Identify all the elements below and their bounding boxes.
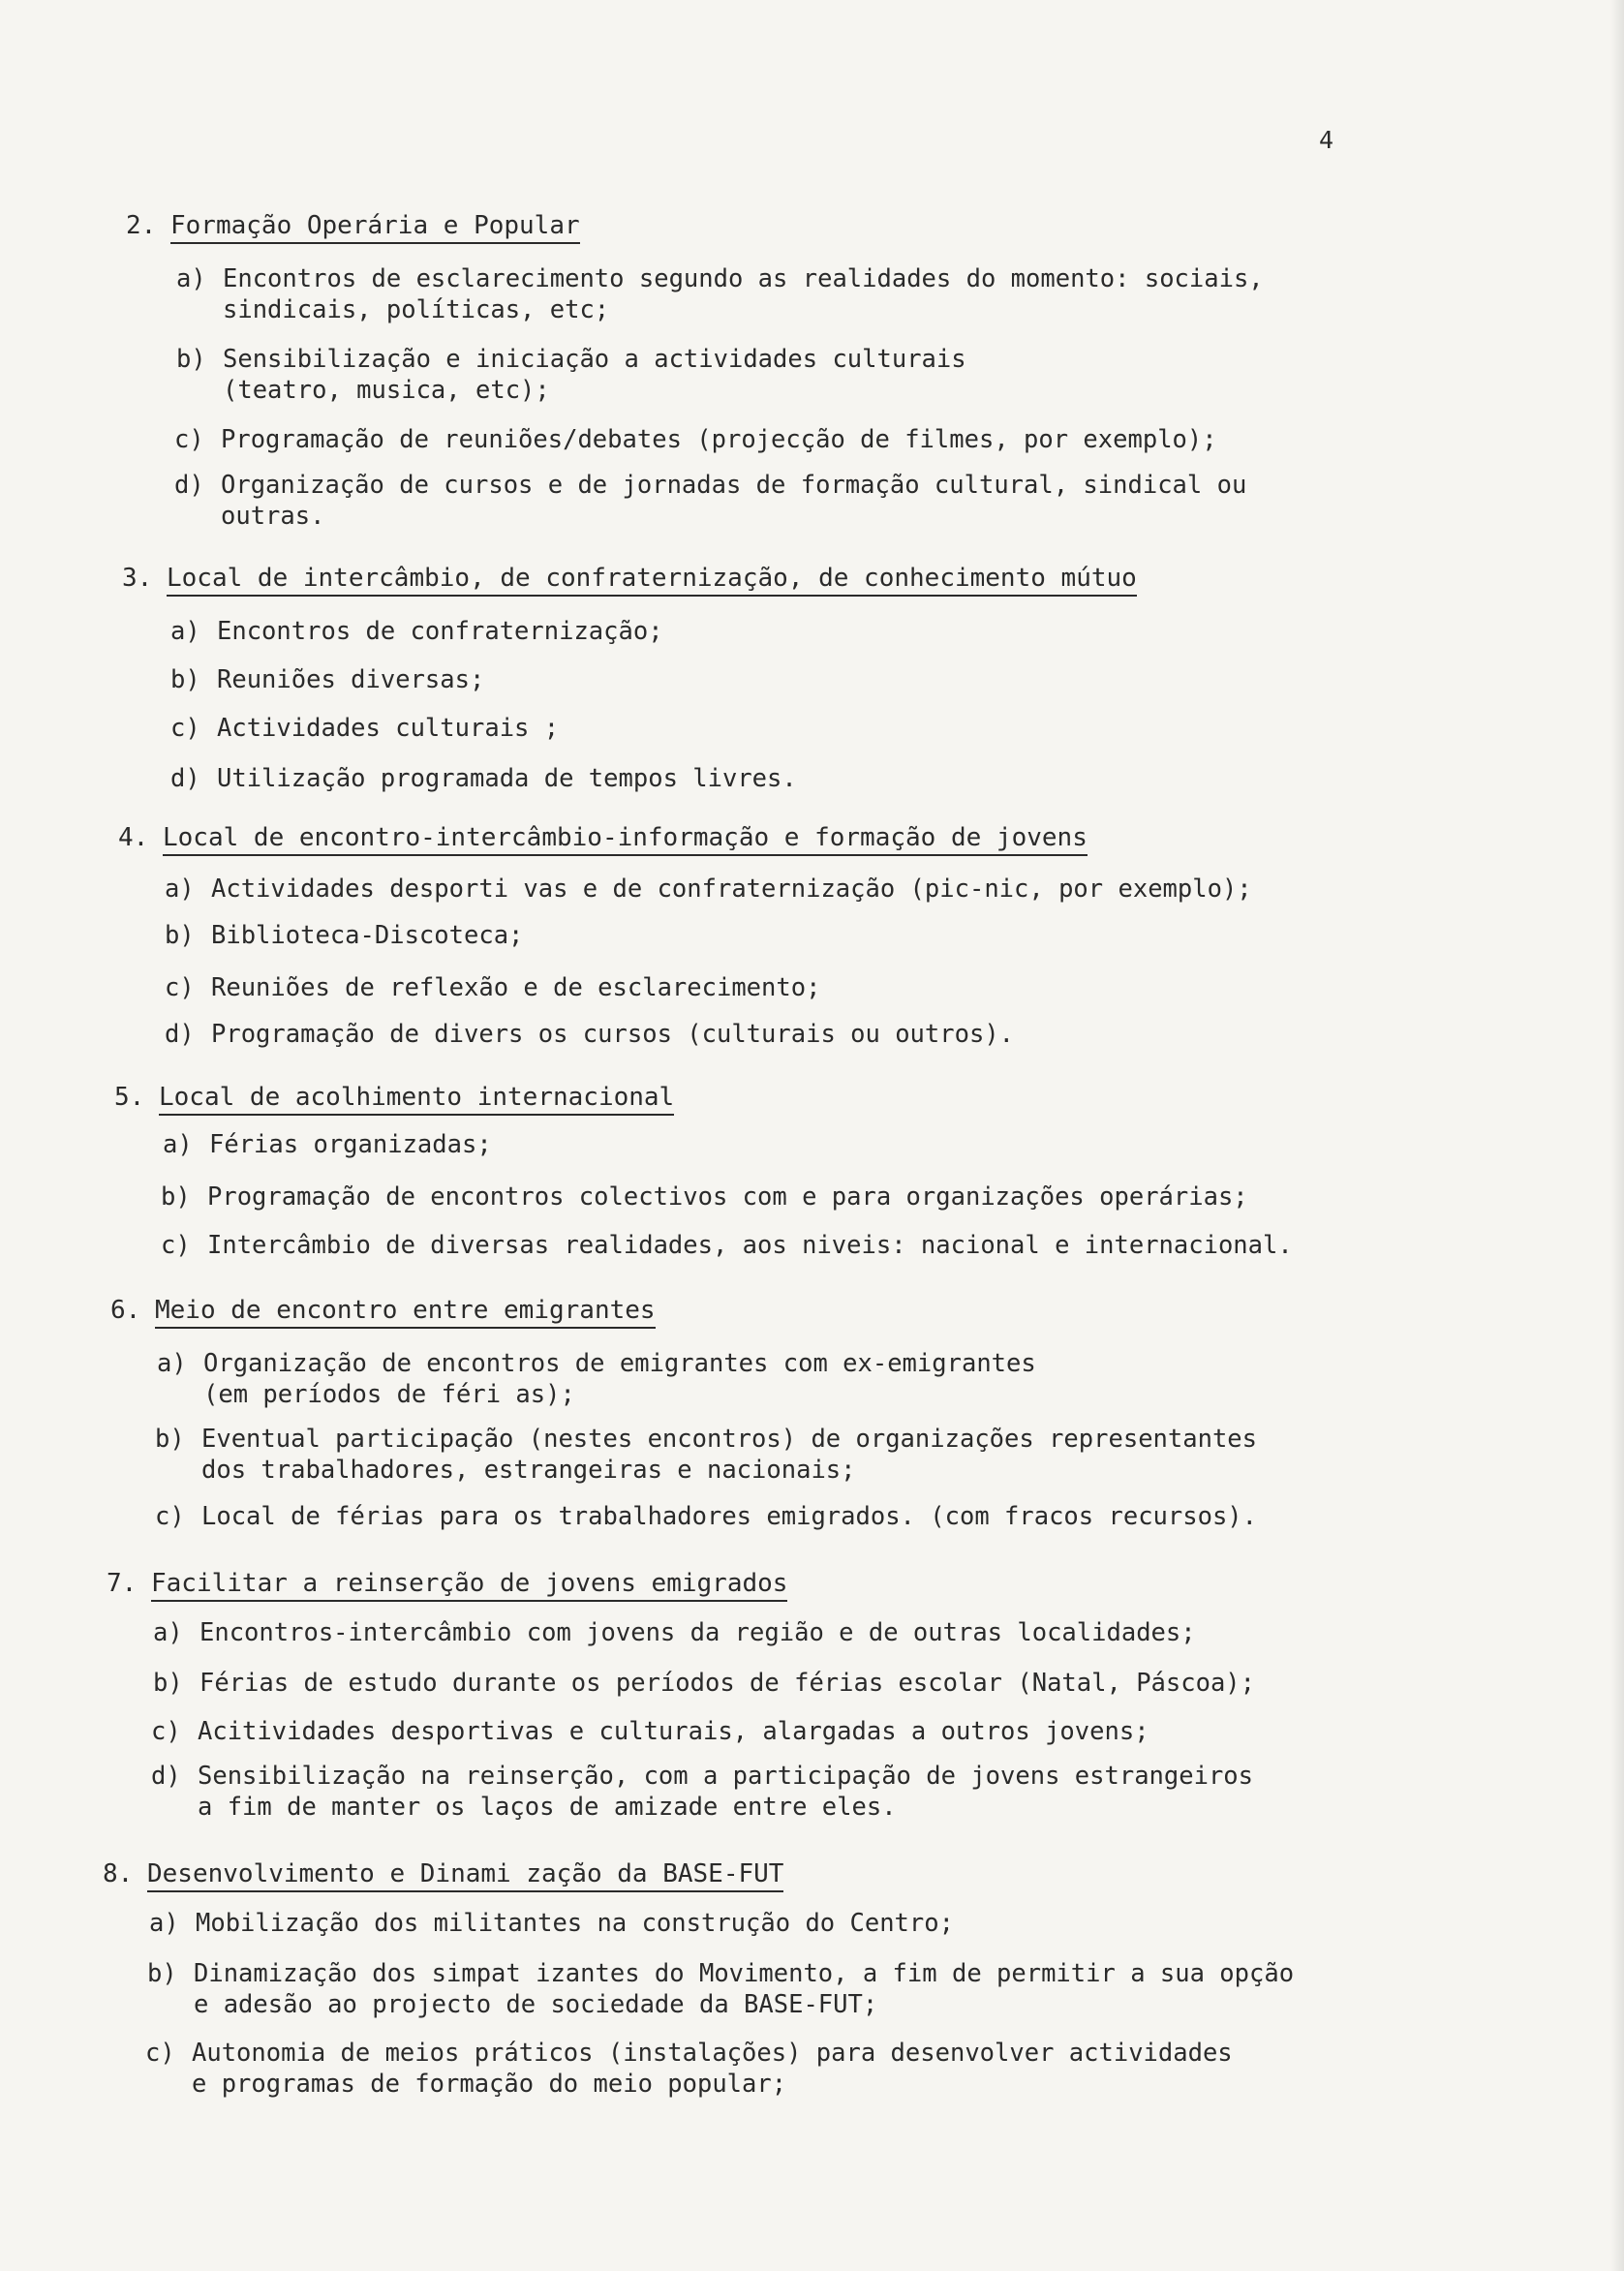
list-item	[149, 1908, 954, 1939]
list-item	[161, 1182, 1248, 1212]
section-heading	[118, 823, 1088, 852]
item-letter: c)	[174, 425, 204, 454]
section-number: 8.	[103, 1859, 134, 1888]
item-text-line: Encontros de esclarecimento segundo as realidades do momento: sociais,	[223, 264, 1264, 293]
item-text-line: Eventual participação (nestes encontros) de organizações representantes	[201, 1425, 1258, 1454]
list-item	[153, 1617, 1196, 1648]
section-heading	[107, 1569, 787, 1598]
item-text-line: Programação de encontros colectivos com e para organizações operárias;	[207, 1182, 1248, 1212]
section-number: 5.	[114, 1083, 145, 1112]
item-letter: d)	[170, 764, 200, 793]
list-item	[165, 972, 820, 1003]
item-text-line: Encontros-intercâmbio com jovens da região e de outras localidades;	[199, 1618, 1196, 1647]
item-letter: a)	[165, 875, 195, 904]
item-letter: c)	[161, 1231, 191, 1260]
page-edge-shadow	[1610, 0, 1624, 2271]
item-text-line: dos trabalhadores, estrangeiras e nacionais;	[201, 1456, 856, 1485]
item-letter: a)	[149, 1909, 179, 1938]
item-letter: d)	[174, 471, 204, 500]
item-letter: b)	[155, 1425, 185, 1454]
section-title: Local de encontro-intercâmbio-informação e formação de jovens	[163, 823, 1088, 856]
section-number: 2.	[126, 211, 157, 240]
item-text-line: Actividades culturais ;	[217, 714, 560, 743]
item-letter: c)	[170, 714, 200, 743]
item-letter: b)	[176, 345, 206, 374]
list-item	[176, 263, 1264, 325]
section-title: Desenvolvimento e Dinami zação da BASE-FUT	[147, 1859, 783, 1892]
page-number: 4	[1319, 126, 1334, 154]
list-item	[165, 1019, 1014, 1050]
item-text-line: a fim de manter os laços de amizade entre eles.	[198, 1793, 897, 1822]
item-text-line: Sensibilização e iniciação a actividades culturais	[223, 345, 966, 374]
item-text-line: Reuniões de reflexão e de esclarecimento;	[211, 973, 821, 1002]
list-item	[174, 470, 1246, 532]
item-letter: a)	[176, 264, 206, 293]
section-title: Local de acolhimento internacional	[159, 1083, 674, 1116]
item-letter: d)	[165, 1020, 195, 1049]
item-text-line: Férias organizadas;	[209, 1130, 492, 1159]
item-text-line: Acitividades desportivas e culturais, alargadas a outros jovens;	[198, 1717, 1149, 1746]
list-item	[155, 1501, 1257, 1532]
item-letter: c)	[151, 1717, 181, 1746]
list-item	[153, 1668, 1255, 1699]
item-text-line: Autonomia de meios práticos (instalações) para desenvolver actividades	[192, 2039, 1233, 2068]
list-item	[163, 1129, 492, 1160]
list-item	[151, 1716, 1149, 1747]
section-title: Facilitar a reinserção de jovens emigrados	[151, 1569, 787, 1602]
item-letter: a)	[153, 1618, 183, 1647]
item-text-line: Sensibilização na reinserção, com a participação de jovens estrangeiros	[198, 1762, 1254, 1791]
item-text-line: (em períodos de féri as);	[203, 1380, 575, 1409]
list-item	[155, 1424, 1257, 1486]
item-text-line: e adesão ao projecto de sociedade da BASE-FUT;	[194, 1990, 878, 2019]
item-letter: b)	[161, 1182, 191, 1212]
item-letter: c)	[155, 1502, 185, 1531]
item-text-line: sindicais, políticas, etc;	[223, 295, 610, 324]
list-item	[176, 344, 966, 406]
list-item	[165, 920, 523, 951]
section-heading	[122, 564, 1137, 593]
section-heading	[110, 1296, 656, 1325]
item-text-line: Programação de divers os cursos (culturais ou outros).	[211, 1020, 1015, 1049]
list-item	[165, 874, 1252, 905]
item-letter: b)	[170, 665, 200, 694]
section-heading	[126, 211, 580, 240]
item-text-line: e programas de formação do meio popular;	[192, 2070, 787, 2099]
item-text-line: Biblioteca-Discoteca;	[211, 921, 524, 950]
item-letter: b)	[165, 921, 195, 950]
section-title: Local de intercâmbio, de confraternização, de conhecimento mútuo	[167, 564, 1137, 597]
item-letter: c)	[165, 973, 195, 1002]
list-item	[174, 424, 1217, 455]
list-item	[157, 1348, 1036, 1410]
list-item	[161, 1230, 1293, 1261]
list-item	[170, 763, 797, 794]
item-text-line: Intercâmbio de diversas realidades, aos niveis: nacional e internacional.	[207, 1231, 1293, 1260]
list-item	[145, 2038, 1233, 2100]
item-text-line: Organização de encontros de emigrantes com ex-emigrantes	[203, 1349, 1036, 1378]
section-number: 6.	[110, 1296, 141, 1325]
item-letter: c)	[145, 2039, 175, 2068]
section-heading	[114, 1083, 674, 1112]
item-text-line: Local de férias para os trabalhadores emigrados. (com fracos recursos).	[201, 1502, 1258, 1531]
item-text-line: Actividades desporti vas e de confraternização (pic-nic, por exemplo);	[211, 875, 1252, 904]
list-item	[170, 616, 663, 647]
section-title: Meio de encontro entre emigrantes	[155, 1296, 656, 1329]
item-letter: a)	[163, 1130, 193, 1159]
item-text-line: Organização de cursos e de jornadas de formação cultural, sindical ou	[221, 471, 1247, 500]
item-text-line: Programação de reuniões/debates (projecção de filmes, por exemplo);	[221, 425, 1217, 454]
section-heading	[103, 1859, 783, 1888]
item-text-line: outras.	[221, 502, 325, 531]
item-text-line: Reuniões diversas;	[217, 665, 485, 694]
section-number: 4.	[118, 823, 149, 852]
section-title: Formação Operária e Popular	[170, 211, 580, 244]
section-number: 3.	[122, 564, 153, 593]
item-text-line: Dinamização dos simpat izantes do Movimento, a fim de permitir a sua opção	[194, 1959, 1295, 1988]
list-item	[147, 1958, 1294, 2020]
item-letter: b)	[153, 1669, 183, 1698]
item-text-line: Encontros de confraternização;	[217, 617, 663, 646]
list-item	[151, 1761, 1253, 1823]
item-letter: a)	[157, 1349, 187, 1378]
item-text-line: Utilização programada de tempos livres.	[217, 764, 797, 793]
item-letter: b)	[147, 1959, 177, 1988]
item-letter: a)	[170, 617, 200, 646]
item-letter: d)	[151, 1762, 181, 1791]
item-text-line: Férias de estudo durante os períodos de férias escolar (Natal, Páscoa);	[199, 1669, 1256, 1698]
list-item	[170, 664, 484, 695]
list-item	[170, 713, 559, 744]
section-number: 7.	[107, 1569, 138, 1598]
item-text-line: (teatro, musica, etc);	[223, 376, 550, 405]
item-text-line: Mobilização dos militantes na construção do Centro;	[196, 1909, 954, 1938]
